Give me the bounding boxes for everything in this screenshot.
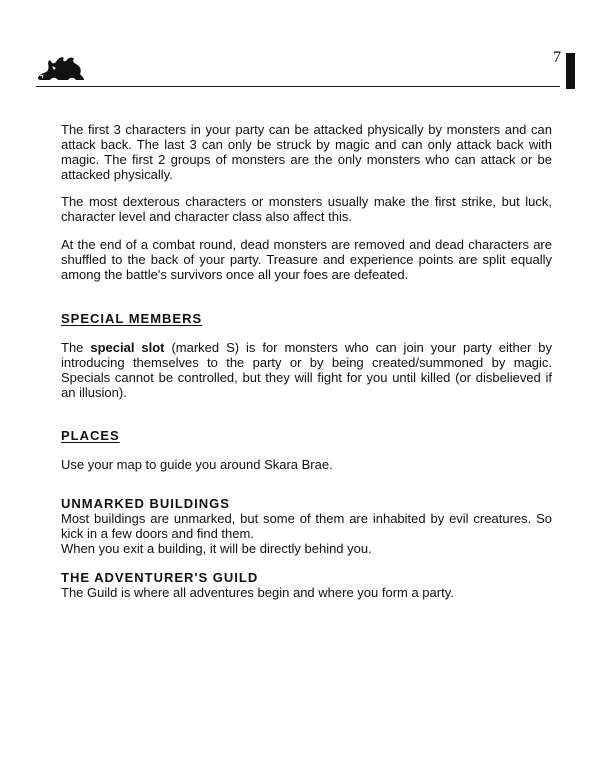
unmarked-buildings-heading: UNMARKED BUILDINGS xyxy=(61,496,230,511)
special-members-heading: SPECIAL MEMBERS xyxy=(61,311,203,326)
combat-paragraph-1: The first 3 characters in your party can be attacked physically by monsters and can attack back. The last 3 can only be struck by magic and can only attack back with magic. The first 2 groups of monsters are the only monsters who can attack or be attacked physically. xyxy=(61,122,552,182)
unmarked-buildings-exit-note: When you exit a building, it will be directly behind you. xyxy=(61,541,372,556)
dragon-emblem-icon xyxy=(36,52,86,84)
adventurers-guild-heading: THE ADVENTURER'S GUILD xyxy=(61,570,259,585)
page-content xyxy=(61,120,552,600)
page-tab-marker xyxy=(566,53,575,89)
special-members-paragraph xyxy=(61,340,552,400)
header-divider xyxy=(36,86,560,87)
special-slot-term: special slot xyxy=(90,340,165,355)
combat-paragraph-3: At the end of a combat round, dead monsters are removed and dead characters are shuffled to the back of your party. Treasure and experience points are split equally among the battle's survivors once all your foes are defeated. xyxy=(61,237,552,282)
combat-paragraph-2: The most dexterous characters or monsters usually make the first strike, but luck, character level and character class also affect this. xyxy=(61,194,552,224)
page-number: 7 xyxy=(553,49,561,66)
special-members-text: (marked S) is for monsters who can join your party either by introducing themselves to the party or by being created/summoned by magic. Specials cannot be controlled, but they will fight for you until killed (or disbelieved if an illusion). xyxy=(61,340,552,400)
places-paragraph: Use your map to guide you around Skara Brae. xyxy=(61,457,333,472)
adventurers-guild-paragraph: The Guild is where all adventures begin and where you form a party. xyxy=(61,585,454,600)
places-heading: PLACES xyxy=(61,428,120,443)
unmarked-buildings-paragraph: Most buildings are unmarked, but some of them are inhabited by evil creatures. So kick in a few doors and find them. xyxy=(61,511,552,541)
special-members-intro: The xyxy=(61,340,91,355)
